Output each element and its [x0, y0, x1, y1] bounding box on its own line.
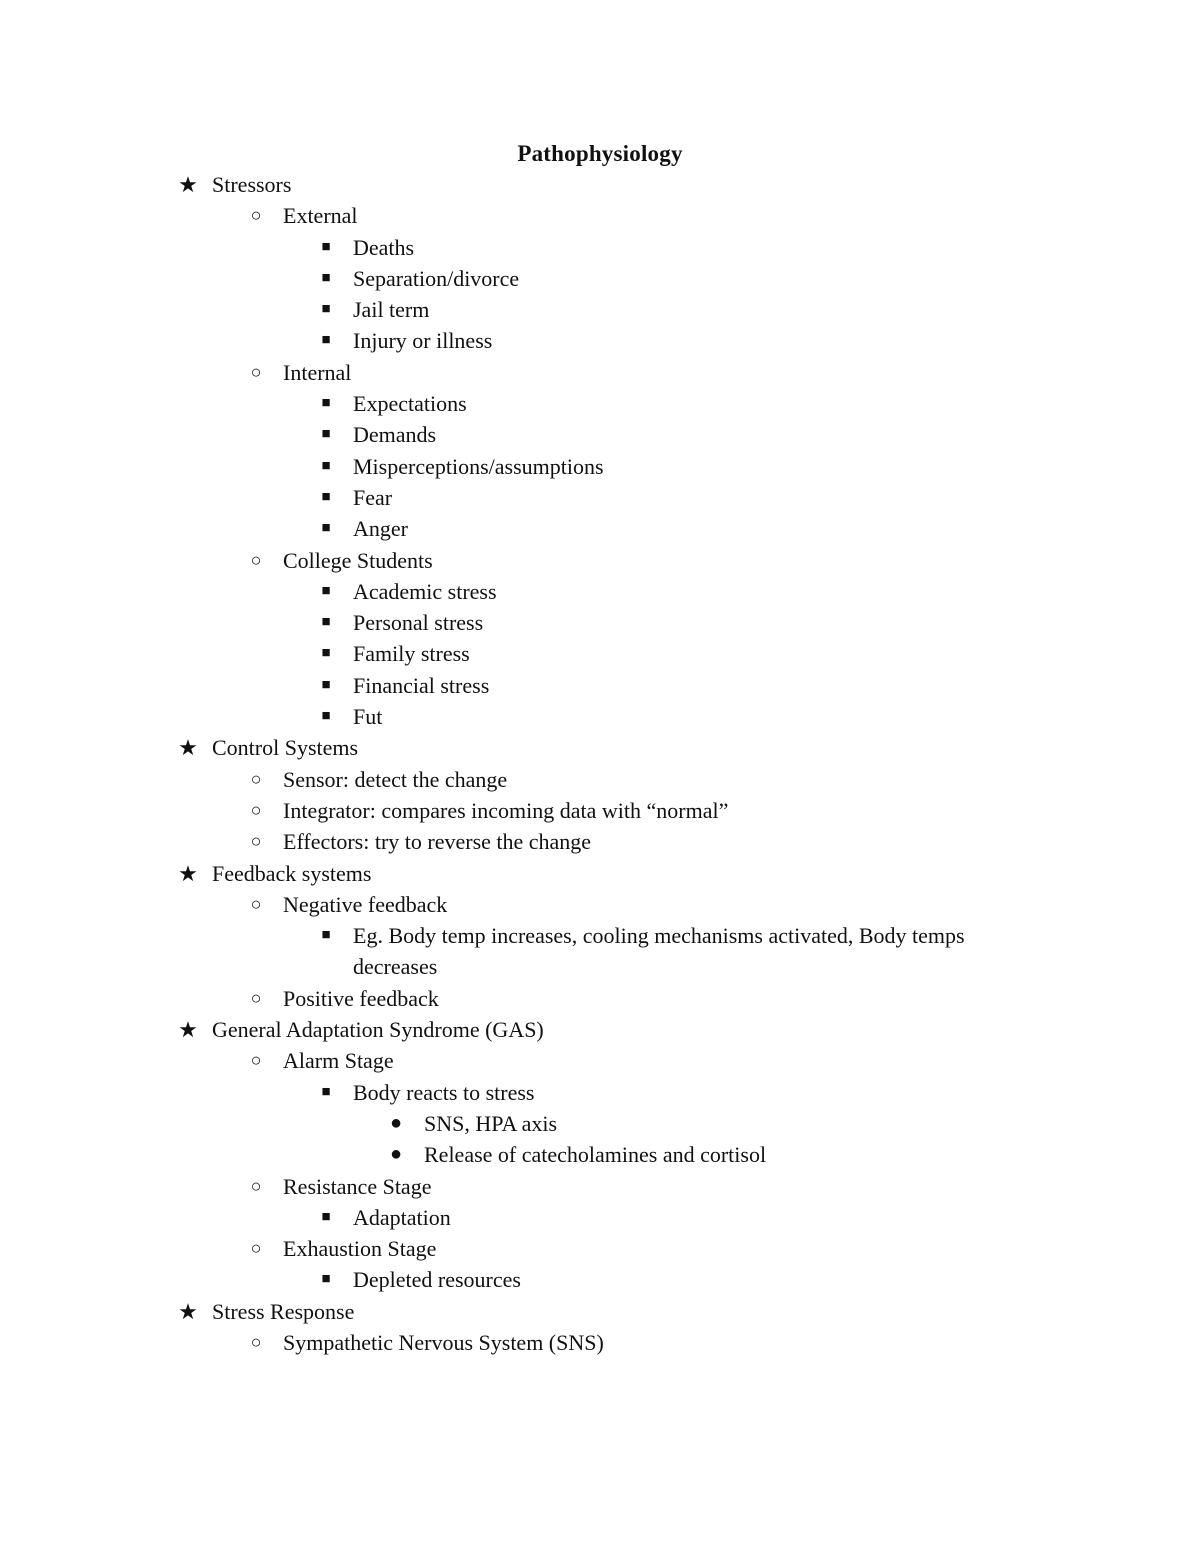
outline-heading	[0, 732, 1200, 763]
square-bullet-icon: ■	[321, 645, 331, 662]
heading-text: Stress Response	[212, 1298, 355, 1324]
item-text: Effectors: try to reverse the change	[283, 829, 592, 855]
outline-item	[0, 200, 1200, 231]
square-bullet-icon: ■	[321, 301, 331, 318]
subitem-text: Separation/divorce	[353, 265, 520, 291]
outline-heading	[0, 858, 1200, 889]
circle-bullet-icon: ○	[250, 768, 262, 789]
outline-item	[0, 1233, 1200, 1264]
item-text: College Students	[283, 547, 433, 573]
subitem-text: Fear	[353, 484, 393, 510]
heading-text: Feedback systems	[212, 860, 372, 886]
circle-bullet-icon: ○	[250, 205, 262, 226]
outline-heading	[0, 1296, 1200, 1327]
outline-subitem	[0, 451, 1200, 482]
subitem-text: Expectations	[353, 391, 467, 417]
subitem-text: Jail term	[353, 297, 430, 323]
square-bullet-icon: ■	[321, 426, 331, 443]
circle-bullet-icon: ○	[250, 1331, 262, 1352]
outline-subitem	[0, 232, 1200, 263]
square-bullet-icon: ■	[321, 488, 331, 505]
subitem-text: Injury or illness	[353, 328, 493, 354]
outline-item	[0, 545, 1200, 576]
square-bullet-icon: ■	[321, 332, 331, 349]
outline-subitem	[0, 920, 1200, 983]
square-bullet-icon: ■	[321, 457, 331, 474]
circle-bullet-icon: ○	[250, 987, 262, 1008]
square-bullet-icon: ■	[321, 614, 331, 631]
subitem-text: Adaptation	[353, 1204, 451, 1230]
star-bullet-icon: ★	[178, 1017, 198, 1043]
outline-subitem	[0, 513, 1200, 544]
square-bullet-icon: ■	[321, 1083, 331, 1100]
circle-bullet-icon: ○	[250, 831, 262, 852]
outline-subitem	[0, 482, 1200, 513]
item-text: Positive feedback	[283, 985, 439, 1011]
star-bullet-icon: ★	[178, 860, 198, 886]
circle-bullet-icon: ○	[250, 549, 262, 570]
outline-subitem	[0, 419, 1200, 450]
subitem-text: Body reacts to stress	[353, 1079, 535, 1105]
item-text: Sensor: detect the change	[283, 766, 508, 792]
subitem-text: Depleted resources	[353, 1267, 521, 1293]
star-bullet-icon: ★	[178, 735, 198, 761]
square-bullet-icon: ■	[321, 269, 331, 286]
outline-heading	[0, 169, 1200, 200]
subitem-text: Misperceptions/assumptions	[353, 453, 604, 479]
circle-bullet-icon: ○	[250, 1050, 262, 1071]
heading-text: Control Systems	[212, 735, 359, 761]
detail-text: SNS, HPA axis	[424, 1110, 558, 1136]
item-text: Alarm Stage	[283, 1048, 394, 1074]
square-bullet-icon: ■	[321, 676, 331, 693]
outline-detail	[0, 1139, 1200, 1170]
subitem-text: Personal stress	[353, 610, 484, 636]
item-text: Negative feedback	[283, 891, 448, 917]
subitem-text: Demands	[353, 422, 437, 448]
outline-item	[0, 795, 1200, 826]
circle-bullet-icon: ○	[250, 799, 262, 820]
subitem-text: Eg. Body temp increases, cooling mechanisms activated, Body temps decreases	[353, 923, 965, 980]
subitem-text: Deaths	[353, 234, 415, 260]
outline-heading	[0, 1014, 1200, 1045]
outline-subitem	[0, 388, 1200, 419]
outline-detail	[0, 1108, 1200, 1139]
square-bullet-icon: ■	[321, 708, 331, 725]
outline	[0, 169, 1200, 1358]
outline-item	[0, 357, 1200, 388]
heading-text: Stressors	[212, 172, 292, 197]
outline-subitem	[0, 263, 1200, 294]
outline-subitem	[0, 1202, 1200, 1233]
star-bullet-icon: ★	[178, 1298, 198, 1324]
outline-subitem	[0, 701, 1200, 732]
detail-text: Release of catecholamines and cortisol	[424, 1142, 767, 1168]
outline-subitem	[0, 1077, 1200, 1108]
outline-item	[0, 983, 1200, 1014]
outline-item	[0, 826, 1200, 857]
circle-bullet-icon: ○	[250, 361, 262, 382]
outline-subitem	[0, 325, 1200, 356]
item-text: Internal	[283, 359, 352, 385]
outline-subitem	[0, 1264, 1200, 1295]
dot-bullet-icon: ●	[389, 1143, 403, 1166]
outline-item	[0, 764, 1200, 795]
dot-bullet-icon: ●	[389, 1111, 403, 1134]
item-text: Integrator: compares incoming data with “normal”	[283, 797, 729, 823]
outline-subitem	[0, 607, 1200, 638]
star-bullet-icon: ★	[178, 172, 198, 197]
outline-subitem	[0, 670, 1200, 701]
square-bullet-icon: ■	[321, 520, 331, 537]
square-bullet-icon: ■	[321, 582, 331, 599]
circle-bullet-icon: ○	[250, 893, 262, 914]
outline-subitem	[0, 294, 1200, 325]
square-bullet-icon: ■	[321, 238, 331, 255]
subitem-text: Anger	[353, 516, 408, 542]
outline-item	[0, 1327, 1200, 1358]
subitem-text: Financial stress	[353, 672, 490, 698]
subitem-text: Fut	[353, 704, 383, 730]
outline-subitem	[0, 576, 1200, 607]
outline-item	[0, 1171, 1200, 1202]
outline-item	[0, 889, 1200, 920]
subitem-text: Family stress	[353, 641, 470, 667]
circle-bullet-icon: ○	[250, 1175, 262, 1196]
outline-subitem	[0, 638, 1200, 669]
item-text: Exhaustion Stage	[283, 1236, 437, 1262]
subitem-text: Academic stress	[353, 578, 497, 604]
heading-text: General Adaptation Syndrome (GAS)	[212, 1017, 544, 1043]
square-bullet-icon: ■	[321, 927, 331, 944]
item-text: Resistance Stage	[283, 1173, 432, 1199]
circle-bullet-icon: ○	[250, 1238, 262, 1259]
page-title: Pathophysiology	[517, 141, 683, 166]
outline-item	[0, 1045, 1200, 1076]
square-bullet-icon: ■	[321, 1271, 331, 1288]
item-text: External	[283, 203, 358, 229]
item-text: Sympathetic Nervous System (SNS)	[283, 1329, 604, 1355]
square-bullet-icon: ■	[321, 1208, 331, 1225]
square-bullet-icon: ■	[321, 395, 331, 412]
